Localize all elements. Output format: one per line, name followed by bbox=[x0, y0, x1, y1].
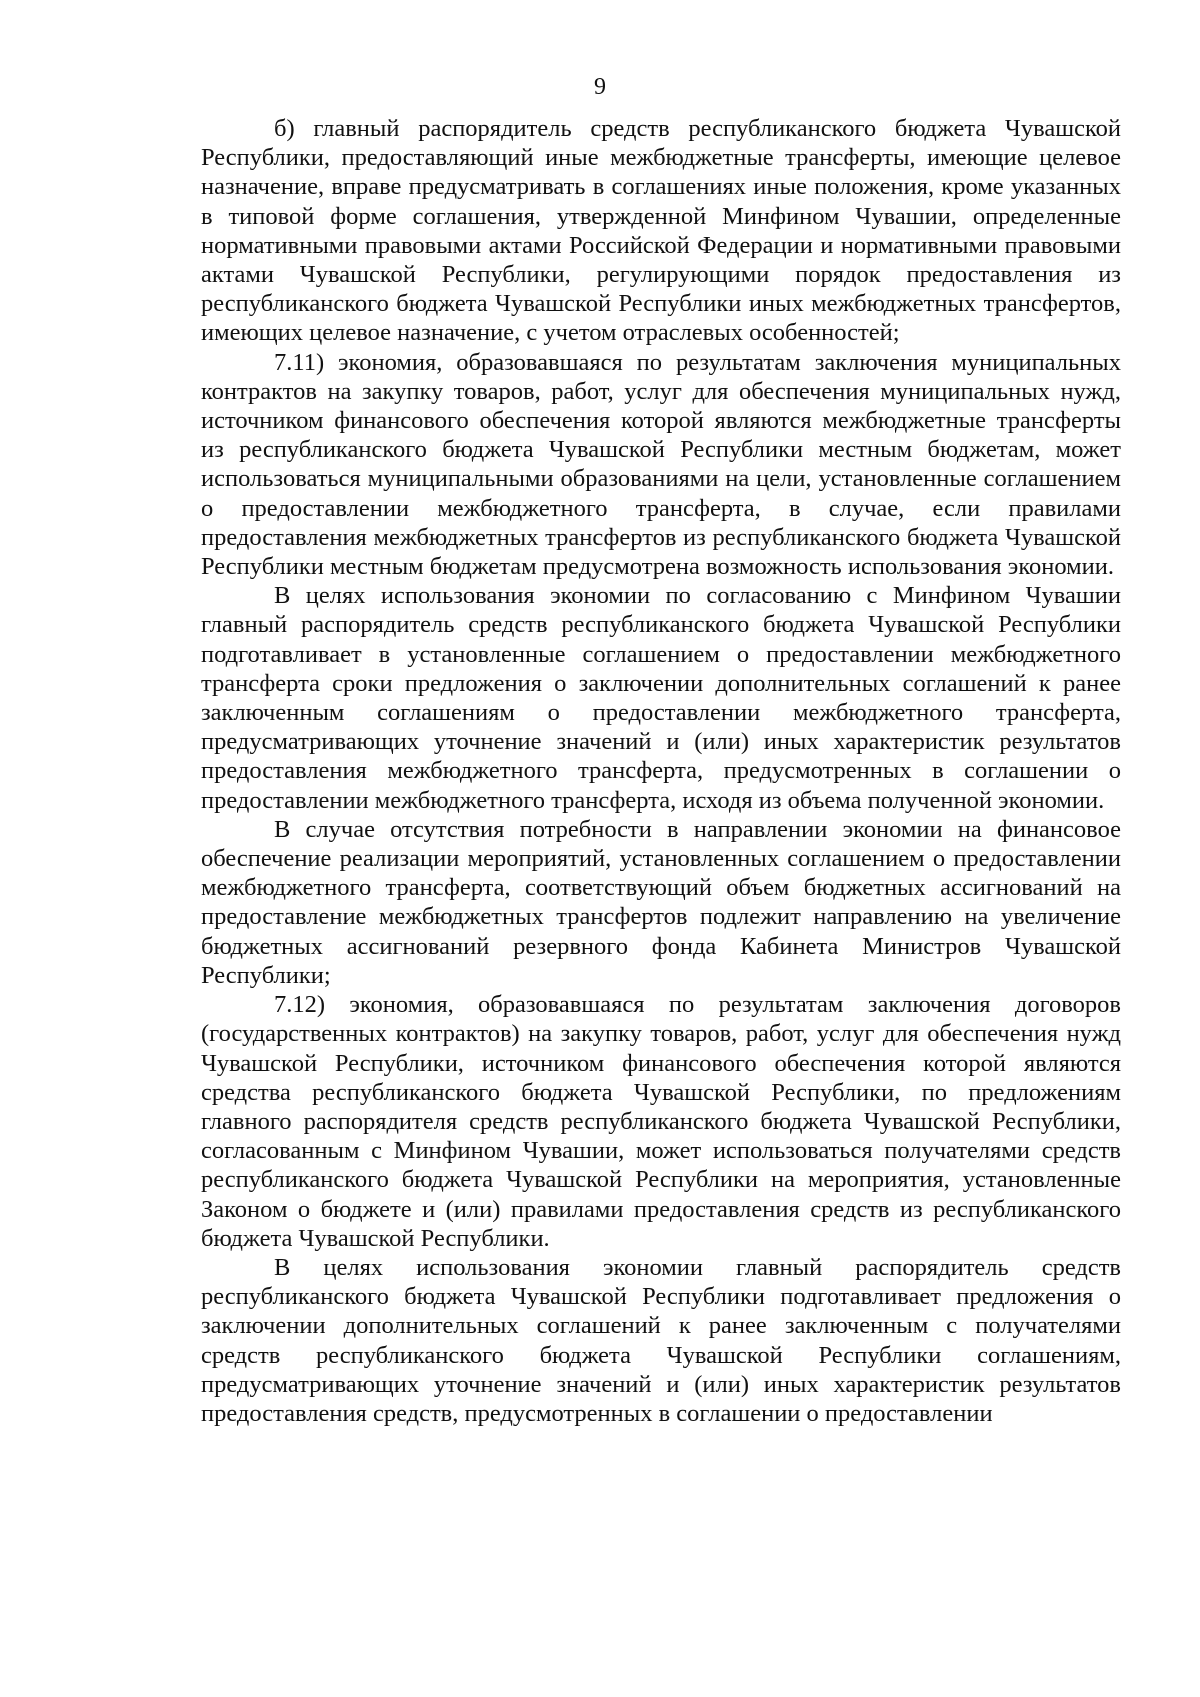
paragraph-reserve-fund: В случае отсутствия потребности в направлении экономии на финансовое обеспечение реализации мероприятий, установленных соглашением о предоставлении межбюджетного трансферта, соответствующий объем бюджетных ассигнований на предоставление межбюджетных трансфертов подлежит направлению на увеличение бюджетных ассигнований резервного фонда Кабинета Министров Чувашской Республики; bbox=[201, 815, 1121, 989]
paragraph-b-main-manager: б) главный распорядитель средств республиканского бюджета Чувашской Республики, предоставляющий иные межбюджетные трансферты, имеющие целевое назначение, вправе предусматривать в соглашениях иные положения, кроме указанных в типовой форме соглашения, утвержденной Минфином Чувашии, определенные нормативными правовыми актами Российской Федерации и нормативными правовыми актами Чувашской Республики, регулирующими порядок предоставления из республиканского бюджета Чувашской Республики иных межбюджетных трансфертов, имеющих целевое назначение, с учетом отраслевых особенностей; bbox=[201, 115, 1121, 347]
paragraph-7-12-savings: 7.12) экономия, образовавшаяся по результатам заключения договоров (государственных контрактов) на закупку товаров, работ, услуг для обеспечения нужд Чувашской Республики, источником финансового обеспечения которой являются средства республиканского бюджета Чувашской Республики, по предложениям главного распорядителя средств республиканского бюджета Чувашской Республики, согласованным с Минфином Чувашии, может использоваться получателями средств республиканского бюджета Чувашской Республики на мероприятия, установленные Законом о бюджете и (или) правилами предоставления средств из республиканского бюджета Чувашской Республики. bbox=[201, 991, 1121, 1252]
document-body bbox=[201, 114, 1121, 1428]
page-number: 9 bbox=[594, 74, 606, 100]
paragraph-additional-agreements: В целях использования экономии главный распорядитель средств республиканского бюджета Чувашской Республики подготавливает предложения о заключении дополнительных соглашений к ранее заключенным с получателями средств республиканского бюджета Чувашской Республики соглашениям, предусматривающих уточнение значений и (или) иных характеристик результатов предоставления средств, предусмотренных в соглашении о предоставлении bbox=[201, 1253, 1121, 1427]
paragraph-7-11-savings: 7.11) экономия, образовавшаяся по результатам заключения муниципальных контрактов на закупку товаров, работ, услуг для обеспечения муниципальных нужд, источником финансового обеспечения которой являются межбюджетные трансферты из республиканского бюджета Чувашской Республики местным бюджетам, может использоваться муниципальными образованиями на цели, установленные соглашением о предоставлении межбюджетного трансферта, в случае, если правилами предоставления межбюджетных трансфертов из республиканского бюджета Чувашской Республики местным бюджетам предусмотрена возможность использования экономии. bbox=[201, 348, 1121, 581]
paragraph-savings-proposals: В целях использования экономии по согласованию с Минфином Чувашии главный распорядитель средств республиканского бюджета Чувашской Республики подготавливает в установленные соглашением о предоставлении межбюджетного трансферта сроки предложения о заключении дополнительных соглашений к ранее заключенным соглашениям о предоставлении межбюджетного трансферта, предусматривающих уточнение значений и (или) иных характеристик результатов предоставления межбюджетного трансферта, предусмотренных в соглашении о предоставлении межбюджетного трансферта, исходя из объема полученной экономии. bbox=[201, 582, 1121, 814]
